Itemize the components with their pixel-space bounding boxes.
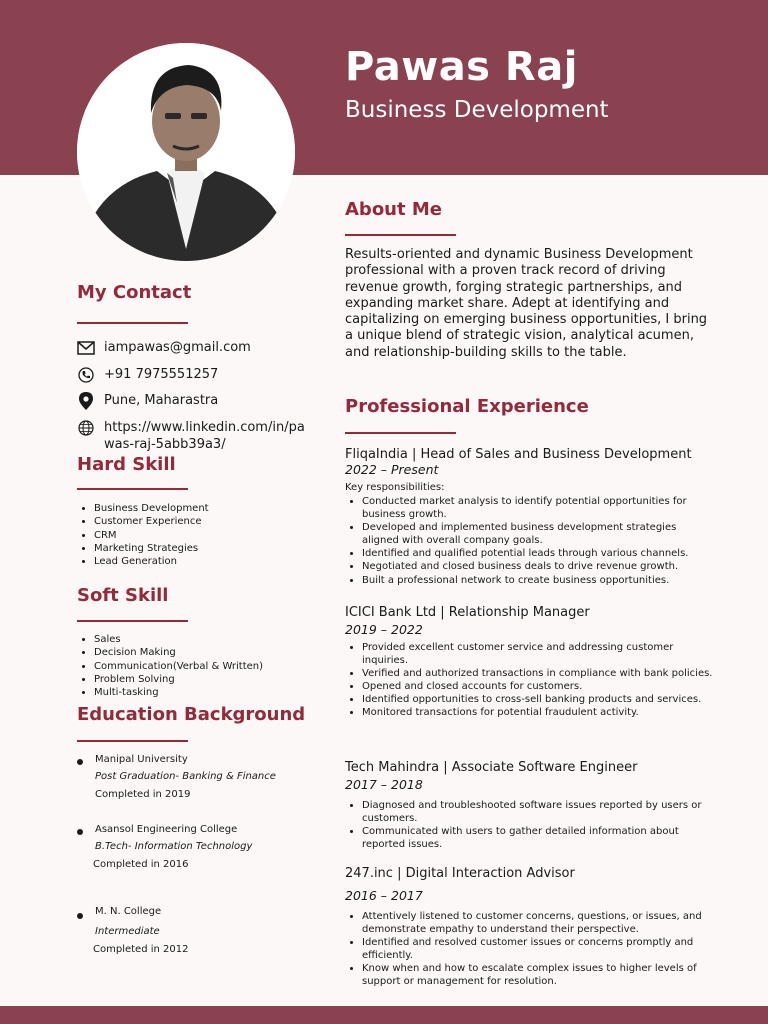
hard-skill-divider [77, 488, 188, 490]
list-item: • Business Development [94, 502, 209, 515]
job-title: ICICI Bank Ltd | Relationship Manager [345, 605, 590, 620]
job-dates: 2022 – Present [345, 462, 439, 477]
experience-heading: Professional Experience [345, 396, 589, 417]
list-item: • Know when and how to escalate complex issues to higher levels of support or management for resolution. [362, 962, 715, 988]
list-item: • Communication(Verbal & Written) [94, 660, 263, 673]
experience-divider [345, 432, 456, 434]
list-item: • Provided excellent customer service and addressing customer inquiries. [362, 641, 715, 667]
completion-year: Completed in 2019 [95, 789, 191, 800]
list-item: • Identified and qualified potential leads through various channels. [362, 547, 715, 560]
footer-bar [0, 1006, 768, 1024]
list-item: • CRM [94, 529, 209, 542]
list-item: • Attentively listened to customer concerns, questions, or issues, and demonstrate empathy to understand their perspective. [362, 910, 715, 936]
job-dates: 2019 – 2022 [345, 622, 423, 637]
soft-skill-list [77, 633, 263, 699]
phone-text: +91 7975551257 [104, 367, 219, 382]
contact-location [77, 392, 309, 410]
list-item: • Communicated with users to gather detailed information about reported issues. [362, 825, 715, 851]
job-duties [345, 910, 715, 989]
resume-title: Business Development [345, 97, 609, 123]
list-item: • Sales [94, 633, 263, 646]
education-heading: Education Background [77, 704, 306, 725]
job-dates: 2017 – 2018 [345, 777, 423, 792]
bullet-icon [77, 913, 83, 919]
list-item: • Marketing Strategies [94, 542, 209, 555]
portrait-image [77, 43, 295, 261]
job-title: Tech Mahindra | Associate Software Engineer [345, 760, 638, 775]
school-name: Manipal University [95, 754, 188, 765]
list-item: • Problem Solving [94, 673, 263, 686]
list-item: • Diagnosed and troubleshooted software issues reported by users or customers. [362, 799, 715, 825]
list-item: • Opened and closed accounts for customers. [362, 680, 715, 693]
location-text: Pune, Maharastra [104, 393, 219, 408]
resume-name: Pawas Raj [345, 44, 578, 90]
about-heading: About Me [345, 199, 442, 220]
list-item: • Developed and implemented business development strategies aligned with overall company goals. [362, 521, 715, 547]
education-divider [77, 740, 188, 742]
completion-year: Completed in 2012 [93, 944, 189, 955]
contact-divider [77, 322, 188, 324]
degree-name: Intermediate [95, 926, 160, 937]
list-item: • Decision Making [94, 646, 263, 659]
email-text: iampawas@gmail.com [104, 340, 251, 355]
list-item: • Conducted market analysis to identify potential opportunities for business growth. [362, 495, 715, 521]
list-item: • Monitored transactions for potential fraudulent activity. [362, 706, 715, 719]
job-label: Key responsibilities: [345, 482, 445, 493]
globe-icon [77, 419, 95, 437]
bullet-icon [77, 829, 83, 835]
contact-linkedin[interactable] [77, 419, 309, 453]
job-title: 247.inc | Digital Interaction Advisor [345, 866, 575, 881]
soft-skill-divider [77, 620, 188, 622]
school-name: M. N. College [95, 906, 162, 917]
job-dates: 2016 – 2017 [345, 888, 423, 903]
list-item: • Identified opportunities to cross-sell banking products and services. [362, 693, 715, 706]
job-duties [345, 495, 715, 587]
hard-skill-list [77, 502, 209, 568]
degree-name: Post Graduation- Banking & Finance [95, 771, 276, 782]
contact-heading: My Contact [77, 282, 192, 303]
about-text: Results-oriented and dynamic Business Development professional with a proven track record of driving revenue growth, forging strategic partnerships, and expanding market share. Adept at identifying and capitalizing on emerging business opportunities, I bring a unique blend of strategic vision, analytical acumen, and relationship-building skills to the table. [345, 247, 708, 360]
bullet-icon [77, 759, 83, 765]
contact-phone[interactable] [77, 366, 309, 384]
hard-skill-heading: Hard Skill [77, 454, 176, 475]
location-pin-icon [77, 392, 95, 410]
job-title: FliqaIndia | Head of Sales and Business Development [345, 447, 692, 462]
list-item: • Multi-tasking [94, 686, 263, 699]
contact-email[interactable] [77, 339, 309, 357]
list-item: • Customer Experience [94, 515, 209, 528]
school-name: Asansol Engineering College [95, 824, 238, 835]
about-divider [345, 234, 456, 236]
list-item: • Identified and resolved customer issues or concerns promptly and efficiently. [362, 936, 715, 962]
email-icon [77, 339, 95, 357]
degree-name: B.Tech- Information Technology [95, 841, 253, 852]
list-item: • Lead Generation [94, 555, 209, 568]
soft-skill-heading: Soft Skill [77, 585, 169, 606]
linkedin-link[interactable]: https://www.linkedin.com/in/pawas-raj-5abb39a3/ [104, 420, 305, 452]
list-item: • Built a professional network to create business opportunities. [362, 574, 715, 587]
completion-year: Completed in 2016 [93, 859, 189, 870]
list-item: • Verified and authorized transactions in compliance with bank policies. [362, 667, 715, 680]
list-item: • Negotiated and closed business deals to drive revenue growth. [362, 560, 715, 573]
phone-icon [77, 366, 95, 384]
job-duties [345, 641, 715, 720]
profile-photo [77, 43, 295, 261]
job-duties [345, 799, 715, 851]
